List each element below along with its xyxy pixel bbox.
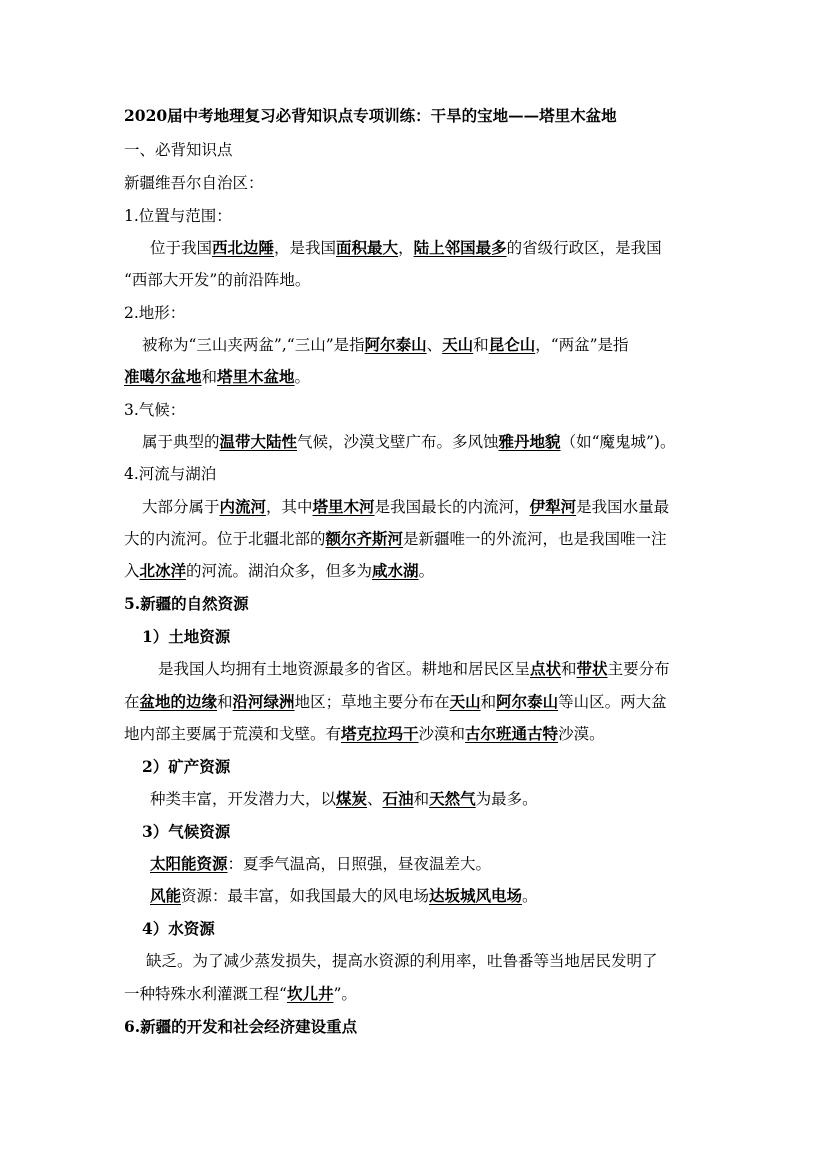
section-heading: 一、必背知识点 bbox=[124, 141, 233, 159]
subheading-minerals: 2）矿产资源 bbox=[142, 757, 231, 776]
paragraph-line: 大部分属于内流河，其中塔里木河是我国最长的内流河，伊犁河是我国水量最 bbox=[142, 497, 670, 516]
heading-climate: 3.气候： bbox=[124, 401, 186, 419]
doc-title: 2020届中考地理复习必背知识点专项训练：干旱的宝地——塔里木盆地 bbox=[124, 106, 617, 125]
subheading-climate-resources: 3）气候资源 bbox=[142, 822, 231, 841]
paragraph-line: “西部大开发”的前沿阵地。 bbox=[124, 271, 311, 289]
heading-resources: 5.新疆的自然资源 bbox=[124, 594, 249, 613]
heading-development: 6.新疆的开发和社会经济建设重点 bbox=[124, 1017, 358, 1036]
paragraph-line: 入北冰洋的河流。湖泊众多，但多为咸水湖。 bbox=[124, 561, 435, 580]
paragraph-line: 太阳能资源：夏季气温高，日照强，昼夜温差大。 bbox=[150, 854, 492, 873]
paragraph-line: 大的内流河。位于北疆北部的额尔齐斯河是新疆唯一的外流河，也是我国唯一注 bbox=[124, 529, 667, 548]
subheading-water: 4）水资源 bbox=[142, 919, 215, 938]
paragraph-line: 位于我国西北边陲，是我国面积最大，陆上邻国最多的省级行政区，是我国 bbox=[150, 238, 662, 257]
paragraph-line: 是我国人均拥有土地资源最多的省区。耕地和居民区呈点状和带状主要分布 bbox=[158, 659, 670, 678]
region-name: 新疆维吾尔自治区： bbox=[124, 174, 264, 192]
paragraph-line: 种类丰富，开发潜力大，以煤炭、石油和天然气为最多。 bbox=[150, 789, 538, 808]
paragraph-line: 缺乏。为了减少蒸发损失，提高水资源的利用率，吐鲁番等当地居民发明了 bbox=[146, 952, 658, 970]
heading-terrain: 2.地形： bbox=[124, 304, 186, 322]
paragraph-line: 地内部主要属于荒漠和戈壁。有塔克拉玛干沙漠和古尔班通古特沙漠。 bbox=[124, 724, 605, 743]
paragraph-line: 在盆地的边缘和沿河绿洲地区；草地主要分布在天山和阿尔泰山等山区。两大盆 bbox=[124, 692, 667, 711]
paragraph-line: 属于典型的温带大陆性气候，沙漠戈壁广布。多风蚀雅丹地貌（如“魔鬼城”)。 bbox=[142, 432, 676, 451]
paragraph-line: 风能资源：最丰富，如我国最大的风电场达坂城风电场。 bbox=[150, 886, 538, 905]
paragraph-line: 准噶尔盆地和塔里木盆地。 bbox=[124, 367, 311, 386]
heading-rivers: 4.河流与湖泊 bbox=[124, 465, 217, 483]
subheading-land: 1）土地资源 bbox=[142, 627, 231, 646]
paragraph-line: 被称为“三山夹两盆”,“三山”是指阿尔泰山、天山和昆仑山，“两盆”是指 bbox=[142, 335, 629, 354]
heading-location: 1.位置与范围： bbox=[124, 207, 232, 225]
paragraph-line: 一种特殊水利灌溉工程“坎儿井”。 bbox=[124, 984, 357, 1003]
